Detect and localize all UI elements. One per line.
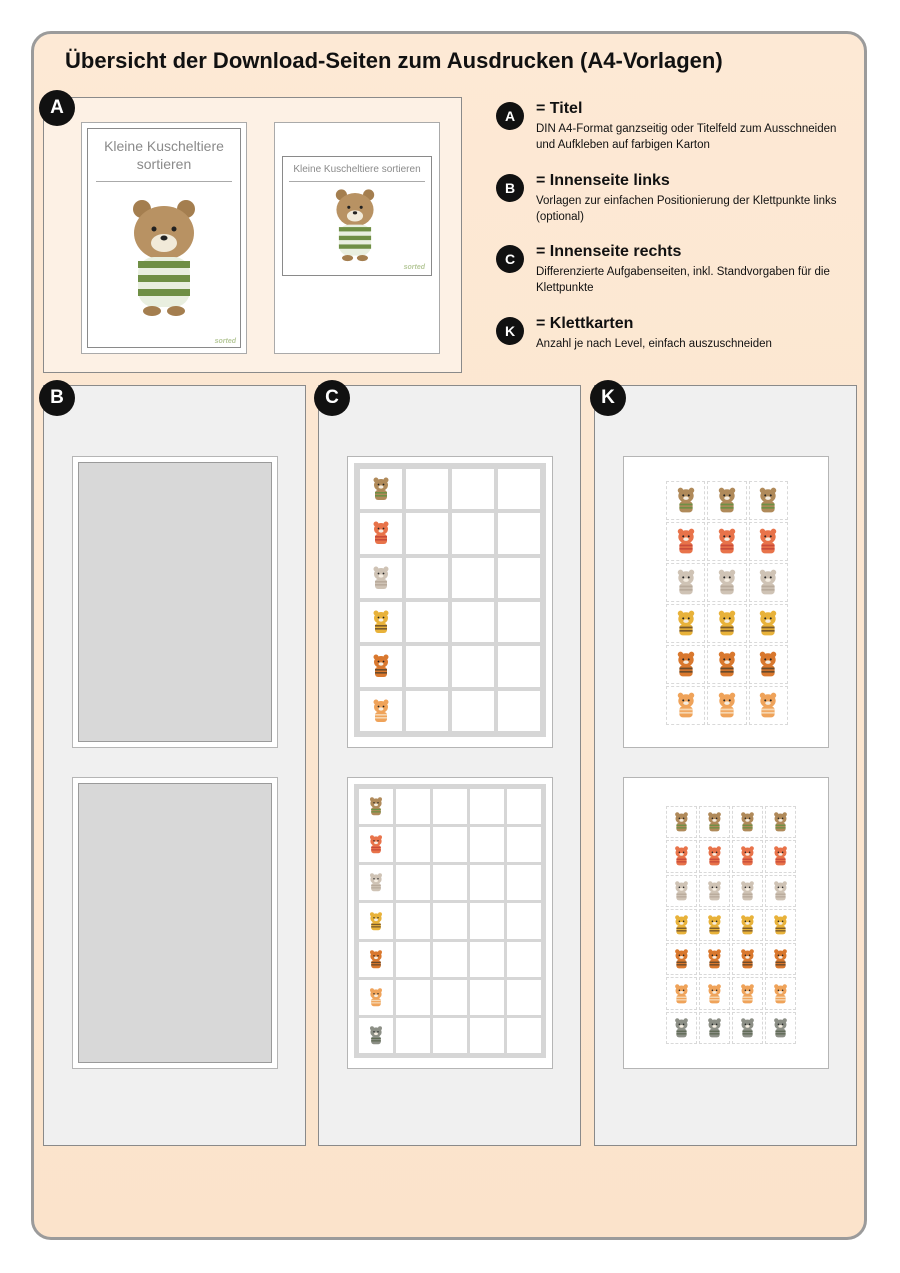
velcro-card bbox=[666, 840, 697, 872]
legend-badge: A bbox=[496, 102, 524, 130]
bear-icon bbox=[716, 486, 738, 515]
task-cell-animal bbox=[359, 903, 393, 938]
fox-icon bbox=[772, 845, 789, 867]
legend-badge: C bbox=[496, 245, 524, 273]
velcro-card bbox=[732, 806, 763, 838]
bunny-icon bbox=[706, 880, 723, 902]
legend-badge: K bbox=[496, 317, 524, 345]
velcro-card bbox=[749, 645, 788, 684]
owl-icon bbox=[772, 1017, 789, 1039]
task-cell-empty bbox=[498, 602, 540, 642]
legend-description: Vorlagen zur einfachen Positionierung der Klettpunkte links (optional) bbox=[536, 195, 837, 223]
tiger-icon bbox=[675, 609, 697, 638]
legend-heading: = Klettkarten bbox=[536, 315, 634, 332]
tiger-icon bbox=[368, 911, 384, 932]
badge-c: C bbox=[314, 380, 350, 416]
velcro-card bbox=[707, 522, 746, 561]
title-page-full bbox=[81, 122, 247, 354]
legend-description: Differenzierte Aufgabenseiten, inkl. Standvorgaben für die Klettpunkte bbox=[536, 266, 830, 294]
velcro-card bbox=[749, 604, 788, 643]
tiger-icon bbox=[673, 914, 690, 936]
task-cell-empty bbox=[470, 980, 504, 1015]
task-cell-empty bbox=[433, 789, 467, 824]
task-cell-empty bbox=[452, 469, 494, 509]
velcro-card bbox=[707, 645, 746, 684]
task-grid bbox=[354, 784, 546, 1058]
task-cell-animal bbox=[360, 691, 402, 731]
cat-icon bbox=[716, 650, 738, 679]
task-cell-empty bbox=[433, 865, 467, 900]
velcro-card bbox=[765, 840, 796, 872]
fox-icon bbox=[368, 834, 384, 855]
section-b-panel bbox=[43, 385, 306, 1146]
hamster-icon bbox=[716, 691, 738, 720]
velcro-card bbox=[765, 943, 796, 975]
task-cell-empty bbox=[396, 865, 430, 900]
task-cell-empty bbox=[452, 558, 494, 598]
legend-heading: = Innenseite links bbox=[536, 172, 670, 189]
legend-heading: = Titel bbox=[536, 100, 583, 117]
velcro-card bbox=[765, 977, 796, 1009]
task-cell-empty bbox=[452, 602, 494, 642]
task-cell-animal bbox=[360, 558, 402, 598]
hamster-icon bbox=[371, 698, 391, 724]
title-field-cutout bbox=[282, 156, 432, 276]
task-cell-animal bbox=[360, 469, 402, 509]
task-sheet-level-1 bbox=[347, 456, 553, 748]
task-cell-empty bbox=[507, 827, 541, 862]
fox-icon bbox=[716, 527, 738, 556]
task-cell-animal bbox=[359, 789, 393, 824]
velcro-card bbox=[666, 977, 697, 1009]
task-cell-animal bbox=[360, 646, 402, 686]
bear-icon bbox=[675, 486, 697, 515]
task-cell-empty bbox=[498, 469, 540, 509]
cat-icon bbox=[706, 948, 723, 970]
velcro-card bbox=[732, 840, 763, 872]
task-cell-empty bbox=[406, 469, 448, 509]
bunny-icon bbox=[675, 568, 697, 597]
velcro-card bbox=[732, 977, 763, 1009]
task-cell-empty bbox=[507, 1018, 541, 1053]
task-cell-animal bbox=[359, 980, 393, 1015]
velcro-card bbox=[749, 563, 788, 602]
velcro-card bbox=[699, 840, 730, 872]
velcro-card bbox=[666, 943, 697, 975]
hamster-icon bbox=[673, 983, 690, 1005]
velcro-card-grid bbox=[666, 806, 796, 1044]
task-cell-empty bbox=[406, 602, 448, 642]
task-cell-empty bbox=[433, 980, 467, 1015]
velcro-card bbox=[732, 875, 763, 907]
task-cell-empty bbox=[507, 865, 541, 900]
sheet-placeholder bbox=[78, 462, 272, 742]
velcro-card bbox=[765, 875, 796, 907]
cat-icon bbox=[371, 653, 391, 679]
velcro-card bbox=[666, 1012, 697, 1044]
velcro-card-grid bbox=[666, 481, 788, 725]
velcro-card bbox=[749, 522, 788, 561]
velcro-card bbox=[707, 563, 746, 602]
velcro-card bbox=[666, 806, 697, 838]
hamster-icon bbox=[772, 983, 789, 1005]
title-page-heading: Kleine Kuscheltiere sortieren bbox=[104, 138, 224, 172]
velcro-card bbox=[707, 481, 746, 520]
velcro-card bbox=[749, 481, 788, 520]
task-cell-empty bbox=[433, 827, 467, 862]
owl-icon bbox=[673, 1017, 690, 1039]
task-cell-empty bbox=[452, 646, 494, 686]
fox-icon bbox=[739, 845, 756, 867]
bunny-icon bbox=[716, 568, 738, 597]
tiger-icon bbox=[371, 609, 391, 635]
cat-icon bbox=[368, 949, 384, 970]
task-cell-empty bbox=[498, 691, 540, 731]
velcro-card bbox=[699, 875, 730, 907]
title-field-heading: Kleine Kuscheltiere sortieren bbox=[293, 164, 421, 175]
cat-icon bbox=[739, 948, 756, 970]
title-page-cutout bbox=[274, 122, 440, 354]
legend-badge: B bbox=[496, 174, 524, 202]
owl-icon bbox=[739, 1017, 756, 1039]
bear-icon bbox=[706, 811, 723, 833]
tiger-icon bbox=[757, 609, 779, 638]
task-cell-empty bbox=[433, 942, 467, 977]
title-field-rule bbox=[289, 181, 425, 182]
task-cell-empty bbox=[507, 789, 541, 824]
badge-k: K bbox=[590, 380, 626, 416]
task-grid bbox=[354, 463, 546, 737]
velcro-cards-sheet-1 bbox=[623, 456, 829, 748]
section-a-panel bbox=[43, 97, 462, 373]
task-cell-animal bbox=[360, 513, 402, 553]
inner-left-sheet bbox=[72, 777, 278, 1069]
fox-icon bbox=[706, 845, 723, 867]
title-page-rule bbox=[96, 181, 232, 182]
task-cell-animal bbox=[359, 827, 393, 862]
velcro-card bbox=[699, 806, 730, 838]
task-cell-empty bbox=[470, 942, 504, 977]
task-cell-animal bbox=[359, 865, 393, 900]
task-cell-empty bbox=[470, 827, 504, 862]
task-cell-empty bbox=[396, 1018, 430, 1053]
legend-description: Anzahl je nach Level, einfach auszuschneiden bbox=[536, 338, 772, 350]
section-k-panel bbox=[594, 385, 857, 1146]
velcro-card bbox=[699, 1012, 730, 1044]
velcro-card bbox=[732, 1012, 763, 1044]
sheet-placeholder bbox=[78, 783, 272, 1063]
velcro-card bbox=[666, 909, 697, 941]
fox-icon bbox=[673, 845, 690, 867]
task-cell-animal bbox=[360, 602, 402, 642]
inner-left-sheet bbox=[72, 456, 278, 748]
fox-icon bbox=[371, 520, 391, 546]
cat-icon bbox=[675, 650, 697, 679]
task-cell-animal bbox=[359, 942, 393, 977]
task-cell-empty bbox=[452, 513, 494, 553]
task-cell-empty bbox=[470, 789, 504, 824]
bunny-icon bbox=[757, 568, 779, 597]
task-cell-empty bbox=[507, 942, 541, 977]
cat-icon bbox=[757, 650, 779, 679]
hamster-icon bbox=[675, 691, 697, 720]
task-cell-empty bbox=[507, 903, 541, 938]
task-cell-empty bbox=[433, 1018, 467, 1053]
bear-icon bbox=[368, 796, 384, 817]
hamster-icon bbox=[757, 691, 779, 720]
section-c-panel bbox=[318, 385, 581, 1146]
task-cell-empty bbox=[470, 1018, 504, 1053]
badge-b: B bbox=[39, 380, 75, 416]
bunny-icon bbox=[772, 880, 789, 902]
bunny-icon bbox=[368, 872, 384, 893]
velcro-card bbox=[666, 875, 697, 907]
task-cell-empty bbox=[470, 903, 504, 938]
tiger-icon bbox=[706, 914, 723, 936]
bear-icon bbox=[772, 811, 789, 833]
velcro-card bbox=[707, 604, 746, 643]
bear-illustration bbox=[122, 195, 206, 317]
tiger-icon bbox=[716, 609, 738, 638]
task-cell-empty bbox=[433, 903, 467, 938]
hamster-icon bbox=[739, 983, 756, 1005]
task-cell-empty bbox=[498, 558, 540, 598]
bunny-icon bbox=[739, 880, 756, 902]
bear-illustration-small bbox=[329, 185, 381, 263]
velcro-card bbox=[765, 806, 796, 838]
task-sheet-level-2 bbox=[347, 777, 553, 1069]
task-cell-empty bbox=[406, 558, 448, 598]
page-title: Übersicht der Download-Seiten zum Ausdrucken (A4-Vorlagen) bbox=[65, 48, 723, 73]
velcro-card bbox=[732, 909, 763, 941]
task-cell-empty bbox=[396, 827, 430, 862]
bunny-icon bbox=[371, 565, 391, 591]
bear-icon bbox=[739, 811, 756, 833]
cat-icon bbox=[673, 948, 690, 970]
owl-icon bbox=[368, 1025, 384, 1046]
bear-icon bbox=[371, 476, 391, 502]
velcro-card bbox=[666, 481, 705, 520]
fox-icon bbox=[675, 527, 697, 556]
task-cell-empty bbox=[406, 691, 448, 731]
bunny-icon bbox=[673, 880, 690, 902]
hamster-icon bbox=[706, 983, 723, 1005]
velcro-card bbox=[699, 909, 730, 941]
velcro-cards-sheet-2 bbox=[623, 777, 829, 1069]
task-cell-empty bbox=[396, 903, 430, 938]
velcro-card bbox=[666, 686, 705, 725]
tiger-icon bbox=[772, 914, 789, 936]
task-cell-empty bbox=[498, 646, 540, 686]
velcro-card bbox=[765, 909, 796, 941]
legend-description: DIN A4-Format ganzseitig oder Titelfeld zum Ausschneiden und Aufkleben auf farbigen Karton bbox=[536, 123, 837, 151]
task-cell-empty bbox=[498, 513, 540, 553]
bear-icon bbox=[757, 486, 779, 515]
velcro-card bbox=[666, 522, 705, 561]
brand-logo: sorted bbox=[214, 338, 236, 345]
hamster-icon bbox=[368, 987, 384, 1008]
task-cell-empty bbox=[396, 789, 430, 824]
task-cell-empty bbox=[406, 646, 448, 686]
velcro-card bbox=[699, 943, 730, 975]
brand-logo-small: sorted bbox=[403, 264, 425, 271]
task-cell-empty bbox=[396, 942, 430, 977]
task-cell-empty bbox=[452, 691, 494, 731]
task-cell-empty bbox=[470, 865, 504, 900]
task-cell-empty bbox=[507, 980, 541, 1015]
velcro-card bbox=[666, 563, 705, 602]
fox-icon bbox=[757, 527, 779, 556]
cat-icon bbox=[772, 948, 789, 970]
bear-icon bbox=[673, 811, 690, 833]
legend-heading: = Innenseite rechts bbox=[536, 243, 682, 260]
velcro-card bbox=[749, 686, 788, 725]
velcro-card bbox=[666, 645, 705, 684]
tiger-icon bbox=[739, 914, 756, 936]
owl-icon bbox=[706, 1017, 723, 1039]
badge-a: A bbox=[39, 90, 75, 126]
task-cell-empty bbox=[406, 513, 448, 553]
velcro-card bbox=[707, 686, 746, 725]
task-cell-animal bbox=[359, 1018, 393, 1053]
task-cell-empty bbox=[396, 980, 430, 1015]
velcro-card bbox=[765, 1012, 796, 1044]
velcro-card bbox=[699, 977, 730, 1009]
velcro-card bbox=[732, 943, 763, 975]
velcro-card bbox=[666, 604, 705, 643]
